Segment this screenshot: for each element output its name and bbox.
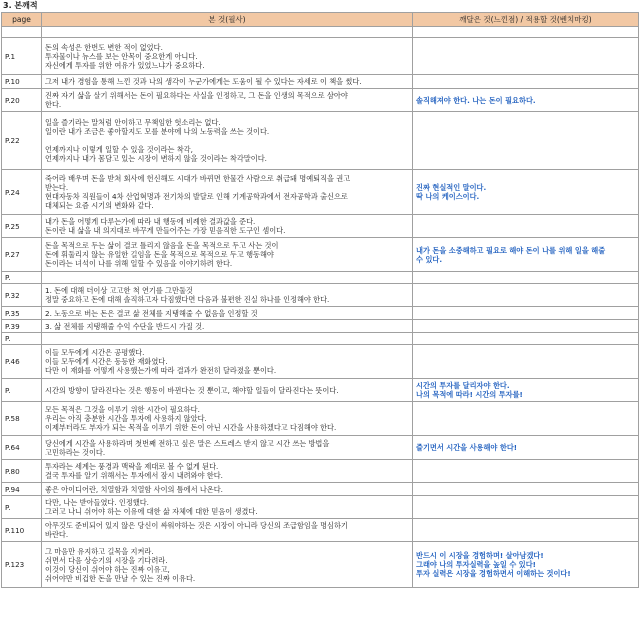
table-row <box>2 320 639 333</box>
table-row <box>2 89 639 112</box>
text-cell[interactable] <box>42 27 413 38</box>
page-cell[interactable]: P.64 <box>2 436 42 460</box>
table-row <box>2 379 639 402</box>
table-row <box>2 272 639 284</box>
table-row <box>2 75 639 89</box>
page-cell[interactable]: P. <box>2 379 42 402</box>
page-cell[interactable]: P.24 <box>2 170 42 215</box>
text-cell[interactable]: 진짜 자기 삶을 살기 위해서는 돈이 필요하다는 사실을 인정하고, 그 돈을 인생의 목적으로 삼아야 한다. <box>42 89 413 112</box>
text-cell[interactable]: 돈의 속성은 한번도 변한 적이 없었다. 투자물이나 뉴스를 보는 안목이 중요한게 아니다. 자신에게 투자를 위한 여유가 있었느냐가 중요하다. <box>42 38 413 75</box>
page-cell[interactable]: P.25 <box>2 215 42 238</box>
text-cell[interactable]: 3. 삶 전체를 지탱해줄 수익 수단을 반드시 가질 것. <box>42 320 413 333</box>
insight-cell[interactable] <box>413 27 639 38</box>
table-row <box>2 170 639 215</box>
insight-cell[interactable]: 반드시 이 시장을 경험하며! 살아남겠다! 그래야 나의 투자실력을 높일 수 있다! 투자 실력은 시장을 경험하면서 이해하는 것이다! <box>413 542 639 588</box>
note-table <box>1 12 639 588</box>
page-cell[interactable]: P.27 <box>2 238 42 272</box>
insight-cell[interactable] <box>413 307 639 320</box>
insight-cell[interactable] <box>413 333 639 345</box>
insight-cell[interactable]: 즐기면서 시간을 사용해야 한다! <box>413 436 639 460</box>
insight-cell[interactable] <box>413 272 639 284</box>
insight-cell[interactable] <box>413 345 639 379</box>
page-cell[interactable] <box>2 27 42 38</box>
text-cell[interactable]: 좋은 아이디어란, 치열함과 치열함 사이의 틈에서 나온다. <box>42 483 413 496</box>
table-row <box>2 519 639 542</box>
page-cell[interactable]: P.46 <box>2 345 42 379</box>
page-cell[interactable]: P. <box>2 496 42 519</box>
insight-cell[interactable] <box>413 112 639 170</box>
text-cell[interactable]: 그저 내가 경험을 통해 느낀 것과 나의 생각이 누군가에게는 도움이 될 수 있다는 자세로 이 책을 썼다. <box>42 75 413 89</box>
page-cell[interactable]: P.20 <box>2 89 42 112</box>
text-cell[interactable]: 1. 돈에 대해 더이상 고고한 척 연기를 그만둘것 정말 중요하고 돈에 대해 솔직하고자 다짐했다면 다음과 불편한 진실 하나를 인정해야 한다. <box>42 284 413 307</box>
table-row <box>2 215 639 238</box>
text-cell[interactable]: 다만, 나는 받아들였다. 인정했다. 그러고 나니 쉬어야 하는 이유에 대한 삶 자체에 대한 믿음이 생겼다. <box>42 496 413 519</box>
insight-column-header[interactable]: 깨달은 것(느낀점) / 적용할 것(벤치마킹) <box>413 13 639 27</box>
insight-cell[interactable]: 진짜 현실적인 말이다. 딱 나의 케이스이다. <box>413 170 639 215</box>
text-cell[interactable]: 시간의 방향이 달라진다는 것은 행동이 바뀐다는 것 뿐이고, 해야할 일들이 달라진다는 뜻이다. <box>42 379 413 402</box>
page-cell[interactable]: P.35 <box>2 307 42 320</box>
table-row <box>2 238 639 272</box>
page-cell[interactable]: P. <box>2 333 42 345</box>
page-column-header[interactable]: page <box>2 13 42 27</box>
insight-cell[interactable]: 시간의 투자를 달리자야 한다. 나의 목적에 따라! 시간의 투자를! <box>413 379 639 402</box>
text-cell[interactable]: 모든 목적은 그것을 이루기 위한 시간이 필요하다. 우리는 아직 충분한 시간을 투자에 사용하지 않았다. 이제부터라도 부자가 되는 목적을 이루기 위한 돈이 아닌 시간을 사용하겠다고 다짐해야 한다. <box>42 402 413 436</box>
table-row <box>2 496 639 519</box>
page-cell[interactable]: P.80 <box>2 460 42 483</box>
table-row <box>2 333 639 345</box>
insight-cell[interactable] <box>413 320 639 333</box>
text-cell[interactable] <box>42 272 413 284</box>
insight-cell[interactable] <box>413 496 639 519</box>
table-row <box>2 38 639 75</box>
table-row <box>2 436 639 460</box>
page-cell[interactable]: P.1 <box>2 38 42 75</box>
table-row <box>2 27 639 38</box>
table-row <box>2 112 639 170</box>
table-row <box>2 345 639 379</box>
insight-cell[interactable] <box>413 402 639 436</box>
text-cell[interactable]: 아무것도 준비되어 있지 않은 당신이 싸워야하는 것은 시장이 아니라 당신의 조급함임을 명심하기 바란다. <box>42 519 413 542</box>
page-cell[interactable]: P. <box>2 272 42 284</box>
page-cell[interactable]: P.39 <box>2 320 42 333</box>
text-cell[interactable]: 내가 돈을 어떻게 다루는가에 따라 내 행동에 비례한 결과값을 준다. 돈이란 내 삶을 내 의지대로 바꾸게 만들어주는 가장 믿음직한 도구인 셈이다. <box>42 215 413 238</box>
section-title: 3. 본깨적 <box>0 0 640 12</box>
text-cell[interactable]: 2. 노동으로 버는 돈은 결코 삶 전체를 지탱해줄 수 없음을 인정할 것 <box>42 307 413 320</box>
table-row <box>2 542 639 588</box>
insight-cell[interactable]: 내가 돈을 소중해하고 필요로 해야 돈이 나를 위해 일을 해줄 수 있다. <box>413 238 639 272</box>
table-row <box>2 402 639 436</box>
text-cell[interactable]: 죽어라 배우며 돈을 받쳐 회사에 헌신해도 시대가 바뀌면 한물간 사람으로 취급돼 명예퇴직을 권고 받는다. 현대자동차 직원들이 4차 산업혁명과 전기차의 발달로 인해 기계공학과에서 전자공학과 출신으로 대체되는 요즘 시기의 변화와 같다. <box>42 170 413 215</box>
text-cell[interactable]: 그 마음만 유지하고 길목을 지켜라. 쉬면서 다음 상승기의 시장을 기다려라. 이것이 당신이 쉬어야 하는 진짜 이유고, 쉬어야만 비겁한 돈을 만날 수 있는 진짜 이유다. <box>42 542 413 588</box>
insight-cell[interactable] <box>413 519 639 542</box>
page-cell[interactable]: P.22 <box>2 112 42 170</box>
insight-cell[interactable] <box>413 38 639 75</box>
insight-cell[interactable] <box>413 284 639 307</box>
page-cell[interactable]: P.94 <box>2 483 42 496</box>
text-cell[interactable]: 일을 즐기라는 말처럼 안이하고 무책임한 헛소리는 없다. 일이란 내가 조금은 좋아할지도 모를 분야에 나의 노동력을 쓰는 것이다. 언제까지나 이렇게 일할 수 있을 것이라는 착각, 언제까지나 내가 몸담고 있는 시장이 변하지 않을 것이라는 착각말이다. <box>42 112 413 170</box>
text-cell[interactable]: 이들 모두에게 시간은 공평했다. 이들 모두에게 시간은 동등한 재화였다. 다만 이 재화를 어떻게 사용했는가에 따라 결과가 완전히 달라졌을 뿐이다. <box>42 345 413 379</box>
table-row <box>2 460 639 483</box>
insight-cell[interactable] <box>413 483 639 496</box>
table-row <box>2 483 639 496</box>
page-cell[interactable]: P.110 <box>2 519 42 542</box>
text-cell[interactable]: 돈을 목적으로 두는 삶이 결코 틀리지 않음을 돈을 목적으로 두고 사는 것이 돈에 휘둘리지 않는 유일한 길임을 돈을 목적으로 목적으로 두고 행동해야 돈이라는 녀석이 나를 위해 일할 수 있음을 이야기하려 한다. <box>42 238 413 272</box>
table-row <box>2 307 639 320</box>
text-cell[interactable] <box>42 333 413 345</box>
seen-column-header[interactable]: 본 것(필사) <box>42 13 413 27</box>
insight-cell[interactable]: 솔직해져야 한다. 나는 돈이 필요하다. <box>413 89 639 112</box>
page-cell[interactable]: P.123 <box>2 542 42 588</box>
text-cell[interactable]: 당신에게 시간을 사용하라며 첫번째 전하고 싶은 말은 스트레스 받지 않고 시간 쓰는 방법을 고민하라는 것이다. <box>42 436 413 460</box>
page-cell[interactable]: P.58 <box>2 402 42 436</box>
header-row <box>2 13 639 27</box>
table-row <box>2 284 639 307</box>
text-cell[interactable]: 투자라는 세계는 풍경과 맥락을 제대로 볼 수 없게 된다. 결국 투자를 알기 위해서는 투자에서 잠시 내려와야 한다. <box>42 460 413 483</box>
insight-cell[interactable] <box>413 215 639 238</box>
page-cell[interactable]: P.32 <box>2 284 42 307</box>
insight-cell[interactable] <box>413 460 639 483</box>
page-cell[interactable]: P.10 <box>2 75 42 89</box>
insight-cell[interactable] <box>413 75 639 89</box>
